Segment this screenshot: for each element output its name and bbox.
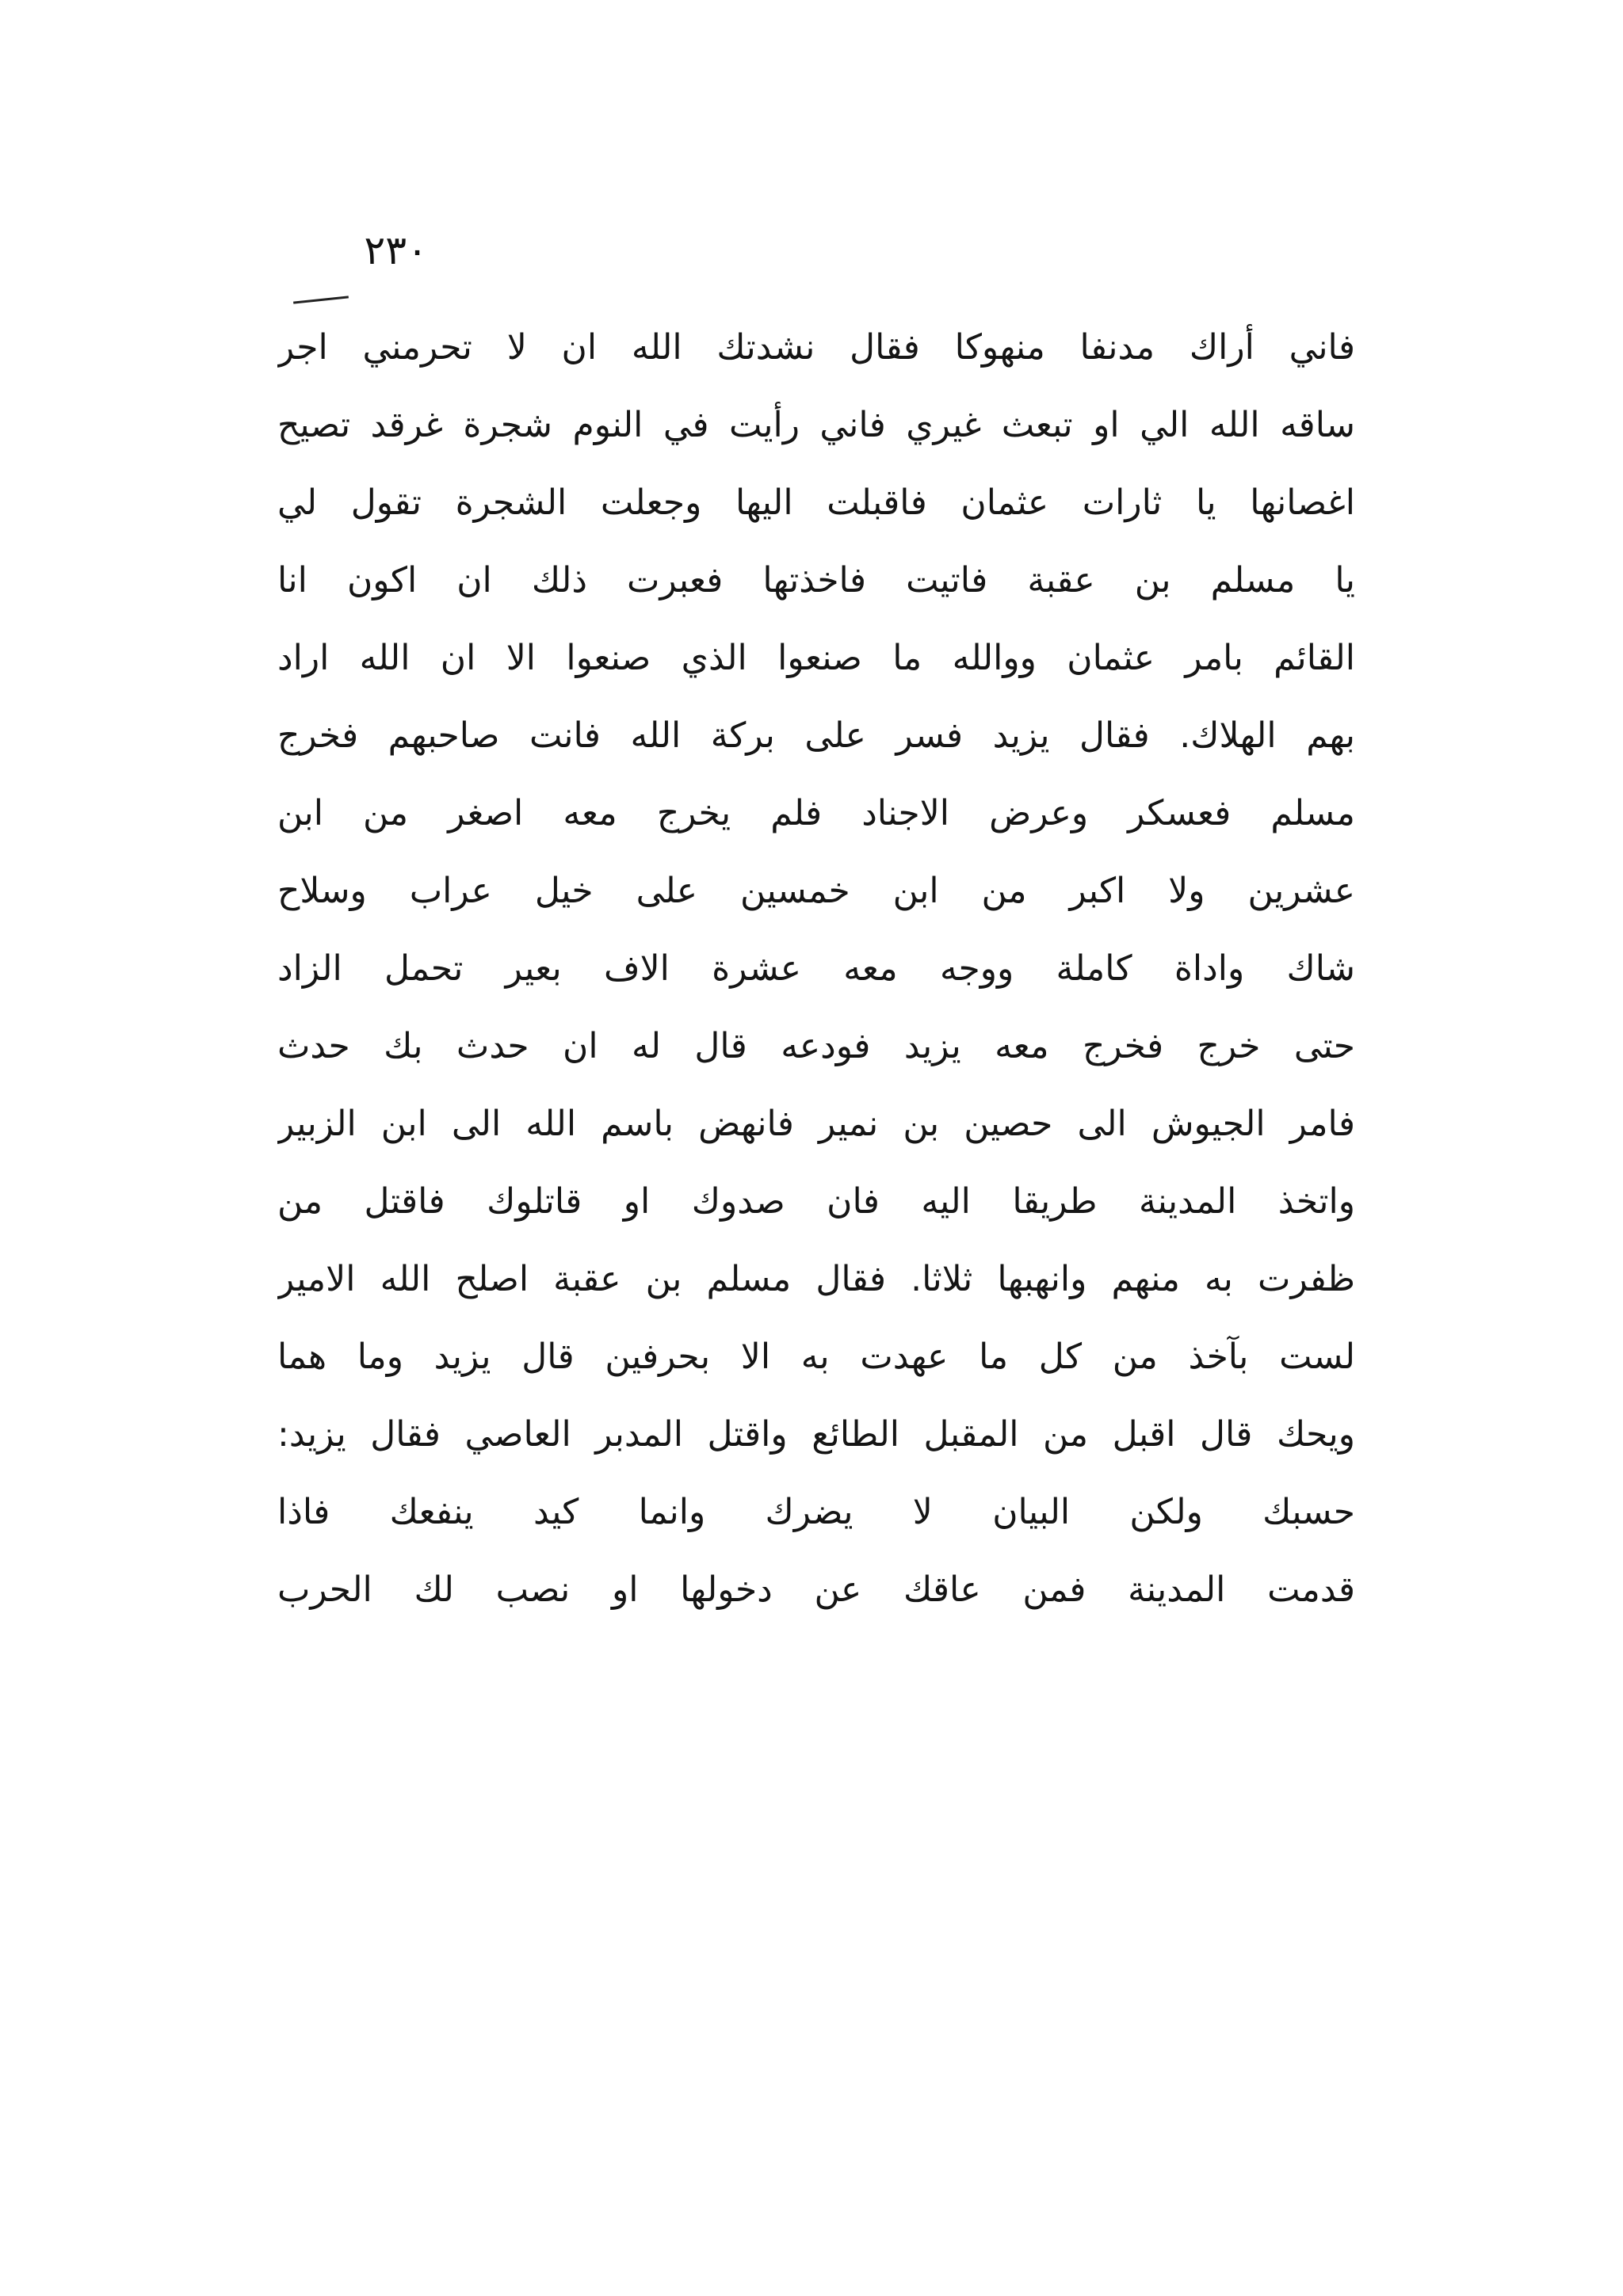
body-text bbox=[277, 309, 1355, 1629]
text-line: حتى خرج فخرج معه يزيد فودعه قال له ان حدث بك حدث bbox=[277, 1026, 1355, 1066]
text-line: عشرين ولا اكبر من ابن خمسين على خيل عراب وسلاح bbox=[277, 871, 1355, 911]
text-line: لست بآخذ من كل ما عهدت به الا بحرفين قال يزيد وما هما bbox=[277, 1337, 1355, 1377]
text-line: فامر الجيوش الى حصين بن نمير فانهض باسم الله الى ابن الزبير bbox=[277, 1104, 1355, 1144]
margin-mark bbox=[293, 296, 349, 303]
text-line: فاني أراك مدنفا منهوكا فقال نشدتك الله ان لا تحرمني اجر bbox=[277, 327, 1355, 368]
text-line: ظفرت به منهم وانهبها ثلاثا. فقال مسلم بن عقبة اصلح الله الامير bbox=[277, 1259, 1355, 1299]
text-line: يا مسلم بن عقبة فاتيت فاخذتها فعبرت ذلك ان اكون انا bbox=[277, 560, 1355, 601]
text-line: بهم الهلاك. فقال يزيد فسر على بركة الله فانت صاحبهم فخرج bbox=[277, 715, 1355, 756]
text-line: حسبك ولكن البيان لا يضرك وانما كيد ينفعك فاذا bbox=[277, 1492, 1355, 1532]
text-line: واتخذ المدينة طريقا اليه فان صدوك او قاتلوك فاقتل من bbox=[277, 1181, 1355, 1222]
text-line: ساقه الله الي او تبعث غيري فاني رأيت في النوم شجرة غرقد تصيح bbox=[277, 405, 1355, 445]
text-line: شاك واداة كاملة ووجه معه عشرة الاف بعير تحمل الزاد bbox=[277, 948, 1355, 989]
text-line: ويحك قال اقبل من المقبل الطائع واقتل المدبر العاصي فقال يزيد: bbox=[277, 1414, 1355, 1455]
text-line: مسلم فعسكر وعرض الاجناد فلم يخرج معه اصغر من ابن bbox=[277, 793, 1355, 833]
text-line: القائم بامر عثمان ووالله ما صنعوا الذي صنعوا الا ان الله اراد bbox=[277, 638, 1355, 678]
text-line: قدمت المدينة فمن عاقك عن دخولها او نصب لك الحرب bbox=[277, 1569, 1355, 1610]
page-number: ٢٣٠ bbox=[364, 227, 428, 273]
text-line: اغصانها يا ثارات عثمان فاقبلت اليها وجعلت الشجرة تقول لي bbox=[277, 482, 1355, 523]
